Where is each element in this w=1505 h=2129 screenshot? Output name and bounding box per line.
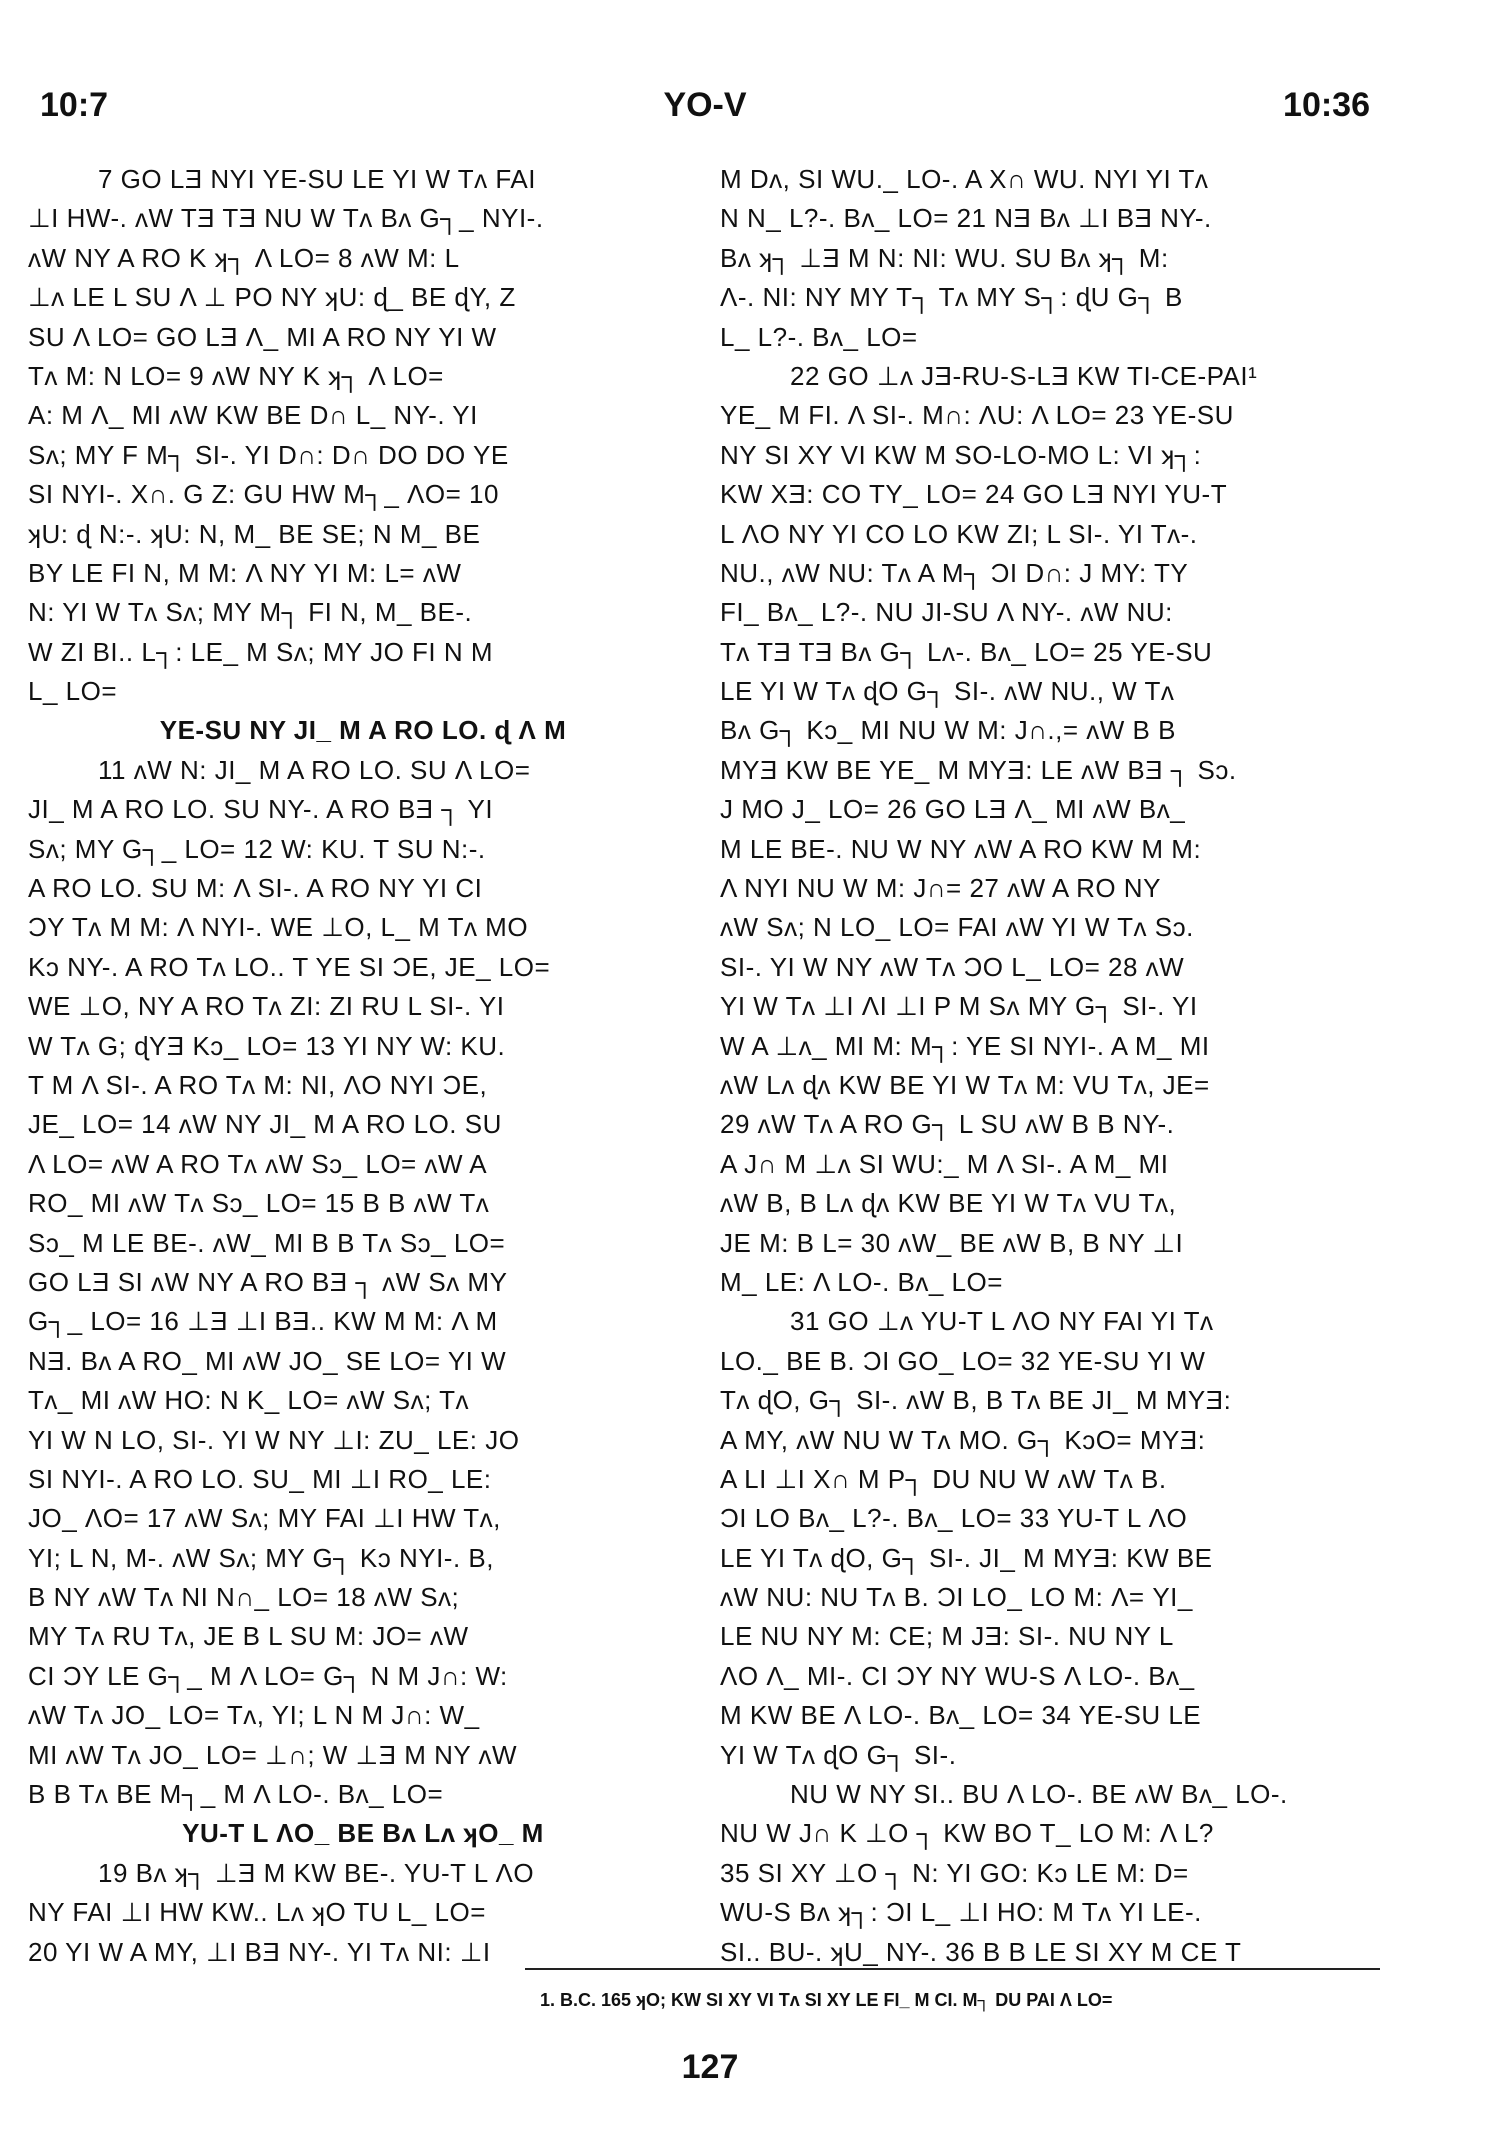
text-line: YI W Tʌ ⊥I ɅI ⊥I P M Sʌ MY G┐ SI-. YI (720, 991, 1198, 1022)
text-line: 7 GO LƎ NYI YE-SU LE YI W Tʌ FAI (98, 164, 536, 194)
text-line: B NY ʌW Tʌ NI N∩_ LO= 18 ʌW Sʌ; (28, 1582, 460, 1613)
text-line: Tʌ_ MI ʌW HO: N K_ LO= ʌW Sʌ; Tʌ (28, 1385, 469, 1416)
text-line: 19 Bʌ ʞ┐ ⊥Ǝ M KW BE-. YU-T L ɅO (98, 1857, 535, 1888)
text-line: L ɅO NY YI CO LO KW ZI; L SI-. YI Tʌ-. (720, 518, 1198, 549)
text-line: WE ⊥O, NY A RO Tʌ ZI: ZI RU L SI-. YI (28, 991, 505, 1022)
text-line: LO._ BE B. ƆI GO_ LO= 32 YE-SU YI W (720, 1345, 1206, 1376)
text-line: SI NYI-. X∩. G Z: GU HW M┐_ ΛO= 10 (28, 479, 499, 510)
text-line: ƆY Tʌ M M: Λ NYI-. WE ⊥O, L_ M Tʌ MO (28, 912, 529, 943)
section-heading: YE-SU NY JI_ M A RO LO. ɖ Λ M (159, 715, 567, 746)
text-line: L_ L?-. Bʌ_ LO= (720, 321, 918, 352)
text-line: Λ-. NI: NY MY T┐ Tʌ MY S┐: ɖU G┐ B (720, 282, 1183, 313)
text-line: ƆI LO Bʌ_ L?-. Bʌ_ LO= 33 YU-T L ɅO (720, 1503, 1188, 1534)
text-line: A MY, ʌW NU W Tʌ MO. G┐ KɔO= MYƎ: (720, 1424, 1206, 1455)
text-line: M Dʌ, SI WU._ LO-. A X∩ WU. NYI YI Tʌ (720, 164, 1209, 194)
text-line: JE M: B L= 30 ʌW_ BE ʌW B, B NY ⊥I (720, 1227, 1184, 1258)
text-line: W A ⊥ʌ_ MI M: M┐: YE SI NYI-. A M_ MI (720, 1030, 1210, 1061)
text-line: NƎ. Bʌ A RO_ MI ʌW JO_ SE LO= YI W (28, 1345, 507, 1376)
text-line: Bʌ ʞ┐ ⊥Ǝ M N: NI: WU. SU Bʌ ʞ┐ M: (720, 242, 1169, 273)
text-line: A LI ⊥I X∩ M P┐ DU NU W ʌW Tʌ B. (720, 1463, 1167, 1494)
text-line: JI_ M A RO LO. SU NY-. A RO BƎ ┐ YI (28, 794, 494, 825)
text-line: Tʌ TƎ TƎ Bʌ G┐ Lʌ-. Bʌ_ LO= 25 YE-SU (720, 636, 1213, 667)
text-line: L_ LO= (28, 676, 118, 707)
text-line: LE YI Tʌ ɖO, G┐ SI-. JI_ M MYƎ: KW BE (720, 1542, 1213, 1573)
text-line: ʌW NU: NU Tʌ B. ƆI LO_ LO M: Λ= YI_ (720, 1582, 1193, 1613)
text-line: 20 YI W A MY, ⊥I BƎ NY-. YI Tʌ NI: ⊥I (28, 1936, 491, 1967)
text-line: LE NU NY M: CE; M JƎ: SI-. NU NY L (720, 1621, 1174, 1652)
footnote: 1. B.C. 165 ʞO; KW SI XY VI Tʌ SI XY LE FI_ M CI. M┐ DU PAI Λ LO= (540, 1990, 1113, 2010)
text-line: T M Λ SI-. A RO Tʌ M: NI, ΛO NYI ƆE, (28, 1069, 488, 1100)
text-line: ʌW Tʌ JO_ LO= Tʌ, YI; L N M J∩: W_ (28, 1700, 480, 1731)
text-line: NU W NY SI.. BU Λ LO-. BE ʌW Bʌ_ LO-. (790, 1779, 1288, 1810)
text-line: JE_ LO= 14 ʌW NY JI_ M A RO LO. SU (28, 1109, 502, 1140)
page-number: 127 (681, 2048, 739, 2086)
text-line: N N_ L?-. Bʌ_ LO= 21 NƎ Bʌ ⊥I BƎ NY-. (720, 203, 1212, 234)
text-line: YI W Tʌ ɖO G┐ SI-. (720, 1739, 957, 1770)
text-line: YE_ M FI. Λ SI-. M∩: ɅU: Λ LO= 23 YE-SU (720, 400, 1234, 431)
text-line: 31 GO ⊥ʌ YU-T L ɅO NY FAI YI Tʌ (790, 1306, 1214, 1337)
text-line: 29 ʌW Tʌ A RO G┐ L SU ʌW B B NY-. (720, 1109, 1175, 1140)
text-line: ʌW Sʌ; N LO_ LO= FAI ʌW YI W Tʌ Sɔ. (720, 912, 1194, 943)
text-line: W Tʌ G; ɖYƎ Kɔ_ LO= 13 YI NY W: KU. (28, 1030, 506, 1061)
text-line: Λ LO= ʌW A RO Tʌ ʌW Sɔ_ LO= ʌW A (28, 1148, 488, 1179)
text-line: SI.. BU-. ʞU_ NY-. 36 B B LE SI XY M CE T (720, 1936, 1242, 1967)
footnote-divider (525, 1968, 1380, 1970)
text-line: Λ NYI NU W M: J∩= 27 ʌW A RO NY (720, 873, 1161, 904)
text-line: ɅO Λ_ MI-. CI ƆY NY WU-S Λ LO-. Bʌ_ (720, 1660, 1195, 1691)
text-line: N: YI W Tʌ Sʌ; MY M┐ FI N, M_ BE-. (28, 597, 473, 628)
section-heading: YU-T L ɅO_ BE Bʌ Lʌ ʞO_ M (182, 1818, 544, 1849)
text-line: Sɔ_ M LE BE-. ʌW_ MI B B Tʌ Sɔ_ LO= (28, 1227, 506, 1258)
header-chapter-end: 10:36 (1283, 86, 1370, 124)
text-line: Sʌ; MY F M┐ SI-. YI D∩: D∩ DO DO YE (28, 439, 509, 470)
text-line: Tʌ ɖO, G┐ SI-. ʌW B, B Tʌ BE JI_ M MYƎ: (720, 1385, 1232, 1416)
text-line: NY FAI ⊥I HW KW.. Lʌ ʞO TU L_ LO= (28, 1897, 486, 1928)
text-line: YI W N LO, SI-. YI W NY ⊥I: ZU_ LE: JO (28, 1424, 520, 1455)
running-header (40, 86, 1370, 126)
text-line: SI NYI-. A RO LO. SU_ MI ⊥I RO_ LE: (28, 1463, 492, 1494)
text-line: LE YI W Tʌ ɖO G┐ SI-. ʌW NU., W Tʌ (720, 676, 1175, 707)
right-text-column (720, 160, 1380, 1972)
text-line: ʌW Lʌ ɖʌ KW BE YI W Tʌ M: VU Tʌ, JE= (720, 1069, 1210, 1100)
header-chapter-start: 10:7 (40, 86, 109, 124)
text-line: ʌW NY A RO K ʞ┐ Λ LO= 8 ʌW M: L (28, 242, 460, 273)
text-line: G┐_ LO= 16 ⊥Ǝ ⊥I BƎ.. KW M M: Λ M (28, 1306, 498, 1337)
text-line: ⊥ʌ LE L SU Λ ⊥ PO NY ʞU: ɖ_ BE ɖY, Z (28, 282, 516, 313)
text-line: 35 SI XY ⊥O ┐ N: YI GO: Kɔ LE M: D= (720, 1857, 1189, 1888)
text-line: BY LE FI N, M M: Λ NY YI M: L= ʌW (28, 557, 462, 588)
text-line: J MO J_ LO= 26 GO LƎ Λ_ MI ʌW Bʌ_ (720, 794, 1186, 825)
text-line: A: M Λ_ MI ʌW KW BE D∩ L_ NY-. YI (28, 400, 478, 431)
text-line: RO_ MI ʌW Tʌ Sɔ_ LO= 15 B B ʌW Tʌ (28, 1188, 490, 1219)
text-line: KW XƎ: CO TY_ LO= 24 GO LƎ NYI YU-T (720, 479, 1228, 510)
text-line: NU., ʌW NU: Tʌ A M┐ ƆI D∩: J MY: TY (720, 557, 1189, 588)
text-line: ʌW B, B Lʌ ɖʌ KW BE YI W Tʌ VU Tʌ, (720, 1188, 1177, 1219)
text-line: 22 GO ⊥ʌ JƎ-RU-S-LƎ KW TI-CE-PAI¹ (790, 360, 1258, 391)
text-line: 11 ʌW N: JI_ M A RO LO. SU Λ LO= (98, 754, 531, 785)
text-line: CI ƆY LE G┐_ M Λ LO= G┐ N M J∩: W: (28, 1660, 508, 1691)
header-book-title: YO-V (663, 86, 747, 124)
text-line: ʞU: ɖ N:-. ʞU: N, M_ BE SE; N M_ BE (28, 518, 481, 549)
text-line: M LE BE-. NU W NY ʌW A RO KW M M: (720, 833, 1202, 864)
text-line: M KW BE Λ LO-. Bʌ_ LO= 34 YE-SU LE (720, 1700, 1202, 1731)
text-line: ⊥I HW-. ʌW TƎ TƎ NU W Tʌ Bʌ G┐_ NYI-. (28, 203, 544, 234)
text-line: MI ʌW Tʌ JO_ LO= ⊥∩; W ⊥Ǝ M NY ʌW (28, 1739, 518, 1770)
text-line: Sʌ; MY G┐_ LO= 12 W: KU. T SU N:-. (28, 833, 486, 864)
text-line: B B Tʌ BE M┐_ M Λ LO-. Bʌ_ LO= (28, 1779, 444, 1810)
text-line: SI-. YI W NY ʌW Tʌ ƆO L_ LO= 28 ʌW (720, 951, 1185, 982)
text-line: W ZI BI.. L┐: LE_ M Sʌ; MY JO FI N M (28, 636, 494, 667)
text-line: YI; L N, M-. ʌW Sʌ; MY G┐ Kɔ NYI-. B, (28, 1542, 494, 1573)
text-line: NU W J∩ K ⊥O ┐ KW BO T_ LO M: Λ L? (720, 1818, 1214, 1849)
text-line: A RO LO. SU M: Λ SI-. A RO NY YI CI (28, 873, 483, 904)
left-text-column (28, 160, 698, 1972)
text-line: MYƎ KW BE YE_ M MYƎ: LE ʌW BƎ ┐ Sɔ. (720, 754, 1237, 785)
text-line: GO LƎ SI ʌW NY A RO BƎ ┐ ʌW Sʌ MY (28, 1266, 508, 1297)
text-line: WU-S Bʌ ʞ┐: ƆI L_ ⊥I HO: M Tʌ YI LE-. (720, 1897, 1202, 1928)
text-line: Kɔ NY-. A RO Tʌ LO.. T YE SI ƆE, JE_ LO= (28, 951, 551, 982)
text-line: Tʌ M: N LO= 9 ʌW NY K ʞ┐ Λ LO= (28, 360, 444, 391)
text-line: JO_ ΛO= 17 ʌW Sʌ; MY FAI ⊥I HW Tʌ, (28, 1503, 501, 1534)
text-line: MY Tʌ RU Tʌ, JE B L SU M: JO= ʌW (28, 1621, 469, 1652)
text-line: NY SI XY VI KW M SO-LO-MO L: VI ʞ┐: (720, 439, 1202, 470)
text-line: M_ LE: Λ LO-. Bʌ_ LO= (720, 1266, 1003, 1297)
text-line: A J∩ M ⊥ʌ SI WU:_ M Λ SI-. A M_ MI (720, 1148, 1169, 1179)
text-line: Bʌ G┐ Kɔ_ MI NU W M: J∩.,= ʌW B B (720, 715, 1176, 746)
text-line: SU Λ LO= GO LƎ Λ_ MI A RO NY YI W (28, 321, 497, 352)
text-line: FI_ Bʌ_ L?-. NU JI-SU Λ NY-. ʌW NU: (720, 597, 1173, 628)
